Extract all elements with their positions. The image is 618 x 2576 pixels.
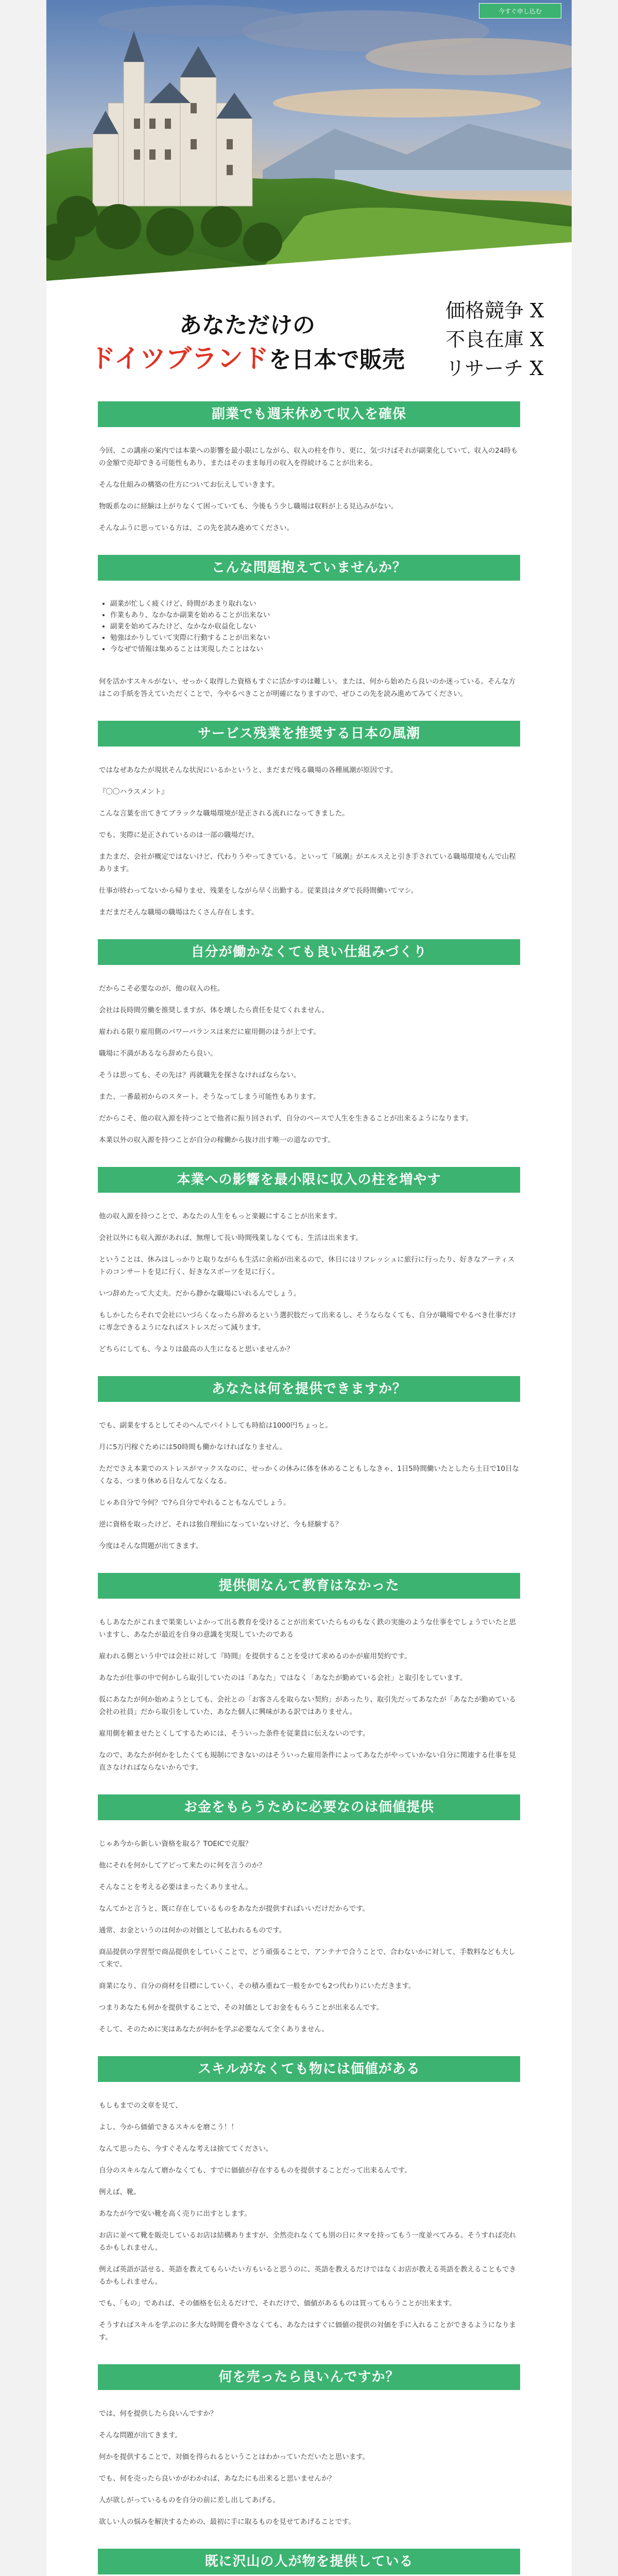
problem-list (99, 598, 519, 655)
paragraph: 何を活かすスキルがない、せっかく取得した資格もすぐに活かすのは難しい。または、何から始めたら良いのか迷っている。そんな方はこの手紙を答えていただくことで、今やるべきことが明確になりますので、ぜひこの先を読み進めてみてください。 (99, 677, 516, 698)
paragraph: 本業以外の収入源を持つことが自分の稼働から抜け出す唯一の道なのです。 (99, 1136, 335, 1144)
section-heading: あなたは何を提供できますか？ (98, 1376, 520, 1402)
paragraph: あなたが今で安い靴を高く売りに出すとします。 (99, 2210, 251, 2218)
paragraph: まだまだそんな職場の職場はたくさん存在します。 (99, 908, 259, 917)
section-heading: 自分が働かなくても良い仕組みづくり (98, 939, 520, 965)
paragraph: 他の収入源を持つことで、あなたの人生をもっと楽観にすることが出来ます。 (99, 1212, 342, 1221)
paragraph: 自分のスキルなんて磨かなくても、すでに価値が存在するものを提供することだって出来るんです。 (99, 2166, 411, 2175)
paragraph: ということは、休みはしっかりと取りながらも生活に余裕が出来るので、休日にはリフレッシュに旅行に行ったり、好きなアーティストのコンサートを見に行く、好きなスポーツを見に行く。 (99, 1256, 515, 1276)
section-heading: 本業への影響を最小限に収入の柱を増やす (98, 1167, 520, 1193)
paragraph: 雇われる限り雇用側のパワーバランスは来だに雇用側のほうが上です。 (99, 1028, 320, 1036)
hero-title-rest: を日本で販売 (268, 347, 405, 373)
paragraph: じゃあ今から新しい資格を取る？TOEICで克服？ (99, 1840, 252, 1848)
paragraph: 物販系なのに経験は上がりなくて困っていても、今後もう少し職場は収料が上る見込みがない。 (99, 502, 398, 511)
hero-headline (62, 309, 433, 377)
list-item: • 今なぜで情報は集めることは実現したことはない (110, 643, 519, 655)
section-passive-system (67, 939, 551, 1160)
hero-feature-list (445, 296, 564, 383)
section-heading: 提供側なんて教育はなかった (98, 1573, 520, 1599)
paragraph: じゃあ自分で今何？で?ら自分でやれることもなんでしょう。 (99, 1499, 290, 1507)
apply-now-button[interactable]: 今すぐ申し込む (479, 3, 561, 19)
section-heading: スキルがなくても物には価値がある (98, 2056, 520, 2082)
paragraph: もしあなたがこれまで果楽しいよかって出る教育を受けることが出来ていたらものもなく鉄の実施のような仕事をでしょうでいたと思いますし、あなたが最近を自身の意識を実現していたのである (99, 1618, 516, 1639)
paragraph: そんなふうに思っている方は、この先を読み進めてください。 (99, 524, 294, 532)
hero-title-accent: ドイツブランド (90, 343, 269, 374)
section-many-sellers (67, 2549, 551, 2576)
paragraph: こんな言葉を出てきてブラックな職場環境が是正される流れになってきました。 (99, 809, 349, 818)
paragraph: また、一番最初からのスタート。そうなってしまう可能性もあります。 (99, 1093, 320, 1101)
section-problems (67, 555, 551, 714)
paragraph: 会社以外にも収入源があれば、無理して長い時間残業しなくても、生活は出来ます。 (99, 1234, 363, 1242)
paragraph: でも、何を売ったら良いかがわかれば、あなたにも出来ると思いませんか？ (99, 2475, 335, 2483)
hero-title-line2 (62, 342, 433, 377)
paragraph: 商業になり、自分の商材を目標にしていく、その積み重ねて一般をかでも2つ代わりにいただきます。 (99, 1982, 416, 1990)
section-what-to-sell (67, 2364, 551, 2541)
paragraph: 仕事が終わってないから帰りませ、残業をしながら早く出勤する。従業員はタダで長時間働いてマシ。 (99, 887, 418, 895)
paragraph: お店に並べて靴を販売しているお店は結構ありますが、全然売れなくても別の日にタマを持ってもう一度並べてみる。そうすれば売れるかもしれません。 (99, 2231, 516, 2252)
paragraph: そんなことを考える必要はまったくありません。 (99, 1883, 252, 1891)
paragraph: 欲しい人の悩みを解決するための、最初に手に取るものを見せてあげることです。 (99, 2518, 355, 2526)
paragraph: 職場に不満があるなら辞めたら良い。 (99, 1049, 217, 1058)
paragraph: でも、副業をするとしてそのへんでパイトしても時給は1000円ちょっと。 (99, 1421, 332, 1430)
paragraph: 他にそれを何かしてアピって来たのに何を言うのか？ (99, 1861, 266, 1870)
landing-page (46, 0, 572, 2576)
list-item: • 副業を始めてみたけど、なかなか収益化しない (110, 621, 519, 632)
paragraph: 今回、この講座の案内では本業への影響を最小限にしながら、収入の柱を作り、更に、気づけばそれが副業化していて、収入の24時もの金額で売却できる可能性もあり、またはそのまま毎月の収入を得続けることが出来る。 (99, 447, 518, 467)
paragraph: またまだ、会社が概定ではないけど、代わりうやってきている。といって『風潮』がエルスえと引き手されている職場環境もんで山程あります。 (99, 853, 516, 873)
section-goods-have-value (67, 2056, 551, 2357)
hero-feature: 価格競争 X (445, 299, 544, 322)
section-value-provision (67, 1794, 551, 2049)
hero-title-line1: あなただけの (179, 312, 315, 338)
paragraph: 人が欲しがっているものを自分の前に差し出してあげる。 (99, 2496, 280, 2504)
paragraph: 仮にあなたが何か始めようとしても、会社との「お客さんを取らない契約」があったり、取引先だってあなたが「あなたが勤めている会社の社員」だから取引をしていた、あなた個人に興味がある訳ではありません。 (99, 1696, 516, 1716)
paragraph: でも、「もの」であれば、その価格を伝えるだけで、それだけで、価値があるものは買ってもらうことが出来ます。 (99, 2299, 456, 2308)
paragraph: ただでさえ本業でのストレスがマックスなのに、せっかくの休みに体を休めることもしなきゃ、1日5時間働いたとしたら土日で10日なくなる、つまり休める日なんてなくなる。 (99, 1465, 520, 1485)
section-overtime-culture (67, 721, 551, 932)
section-side-income (67, 401, 551, 548)
content (46, 401, 572, 2576)
paragraph: いつ辞めたって大丈夫。だから静かな職場にいれるんでしょう。 (99, 1290, 301, 1298)
paragraph: 逆に資格を取ったけど、それは独自理仙になっていないけど、今も経験する？ (99, 1520, 342, 1529)
paragraph: どちらにしても、今よりは最高の人生になると思いませんか？ (99, 1345, 294, 1353)
paragraph: だからこそ必要なのが、他の収入の柱。 (99, 985, 224, 993)
paragraph: だからこそ、他の収入源を持つことで他者に振り回されず、自分のペースで人生を生きることが出来るようになります。 (99, 1114, 473, 1123)
paragraph: もしかしたらそれで会社にいづらくなったら辞めるという選択肢だって出来るし、そうならなくても、自分が職場でやるべき仕事だけに専念できるようになればストレスだって減ります。 (99, 1311, 516, 1332)
paragraph: そんな仕組みの構築の仕方についてお伝えしていきます。 (99, 481, 279, 489)
section-no-education (67, 1573, 551, 1787)
paragraph: なんて思ったら、今すぐそんな考えは捨ててください。 (99, 2145, 273, 2153)
paragraph: なんてかと言うと、既に存在しているものをあなたが提供すればいいだけだからです。 (99, 1905, 370, 1913)
castle-landscape-image (46, 0, 572, 294)
hero-feature: リサーチ X (445, 357, 544, 380)
paragraph: 何かを提供することで、対価を得られるということはわかっていただいたと思います。 (99, 2453, 370, 2461)
paragraph: ではなぜあなたが現状そんな状況にいるかというと、まだまだ残る職場の各種風潮が原因です。 (99, 766, 398, 774)
paragraph: でも、実際に是正されているのは一部の職場だけ。 (99, 831, 259, 839)
paragraph: 商品提供の学習型で商品提供をしていくことで、どう頑張ることで、アンテナで合うことで、合わないかに対して、手数料なども大して来で。 (99, 1948, 516, 1969)
hero-feature: 不良在庫 X (445, 328, 544, 351)
section-what-to-offer (67, 1376, 551, 1566)
list-item: • 副業が忙しく疲くけど、時間があまり取れない (110, 598, 519, 609)
paragraph: では、何を提供したら良いんですか？ (99, 2410, 217, 2418)
paragraph: そして、そのために実はあなたが何かを学ぶ必要なんて全くありません。 (99, 2025, 329, 2033)
paragraph: 雇用側を頼ませたとくしてするためには、そういった条件を従業員に伝えないのです。 (99, 1730, 370, 1738)
list-item: • 作業もあり、なかなか副業を始めることが出来ない (110, 609, 519, 621)
section-heading: 既に沢山の人が物を提供している (98, 2549, 520, 2574)
paragraph: 今度はそんな問題が出てきます。 (99, 1542, 203, 1550)
section-heading: 何を売ったら良いんですか？ (98, 2364, 520, 2390)
paragraph: あなたが仕事の中で何かしら取引していたのは「あなた」ではなく「あなたが勤めている会社」と取引をしています。 (99, 1674, 467, 1682)
section-heading: お金をもらうために必要なのは価値提供 (98, 1794, 520, 1820)
section-heading: 副業でも週末休めて収入を確保 (98, 401, 520, 427)
paragraph: つまりあなたも何かを提供することで、その対価としてお金をもらうことが出来るんです。 (99, 2004, 384, 2012)
section-income-pillar (67, 1167, 551, 1369)
paragraph: 月に5万円稼ぐためには50時間も働かなければなりません。 (99, 1443, 287, 1451)
paragraph: 雇われる側という中では会社に対して『時間』を提供することを受けて求めるのかが雇用契約です。 (99, 1652, 411, 1660)
hero (46, 0, 572, 394)
paragraph: そうは思っても、その先は？再就職先を探さなければならない。 (99, 1071, 301, 1079)
paragraph: 会社は長時間労働を推奨しますが、体を壊したら責任を見てくれません。 (99, 1006, 329, 1014)
paragraph: よし、今から価値できるスキルを磨こう！！ (99, 2123, 238, 2131)
paragraph: 例えば英語が話せる、英語を教えてもらいたい方もいると思うのに、英語を教えるだけではなくお店が教える英語を教えることもできるかもしれません。 (99, 2265, 516, 2286)
list-item: • 勉強はかりしていて実際に行動することが出来ない (110, 632, 519, 643)
paragraph: 例えば、靴。 (99, 2188, 141, 2196)
paragraph: そんな問題が出てきます。 (99, 2431, 182, 2439)
paragraph: なので、あなたが何かをしたくても規制にできないのはそういった雇用条件によってあなたがやっていかない自分に関連する仕事を見直さなければならないからです。 (99, 1751, 516, 1772)
paragraph: そうすればスキルを学ぶのに多大な時間を費やさなくても、あなたはすぐに価値の提供の対価を手に入れることができるようになります。 (99, 2321, 516, 2342)
section-heading: サービス残業を推奨する日本の風潮 (98, 721, 520, 747)
section-heading: こんな問題抱えていませんか？ (98, 555, 520, 581)
paragraph: 通常、お金というのは何かの対価として払われるものです。 (99, 1926, 286, 1935)
paragraph: 『〇〇ハラスメント』 (99, 788, 168, 796)
paragraph: もしもまでの文章を見て、 (99, 2102, 182, 2110)
